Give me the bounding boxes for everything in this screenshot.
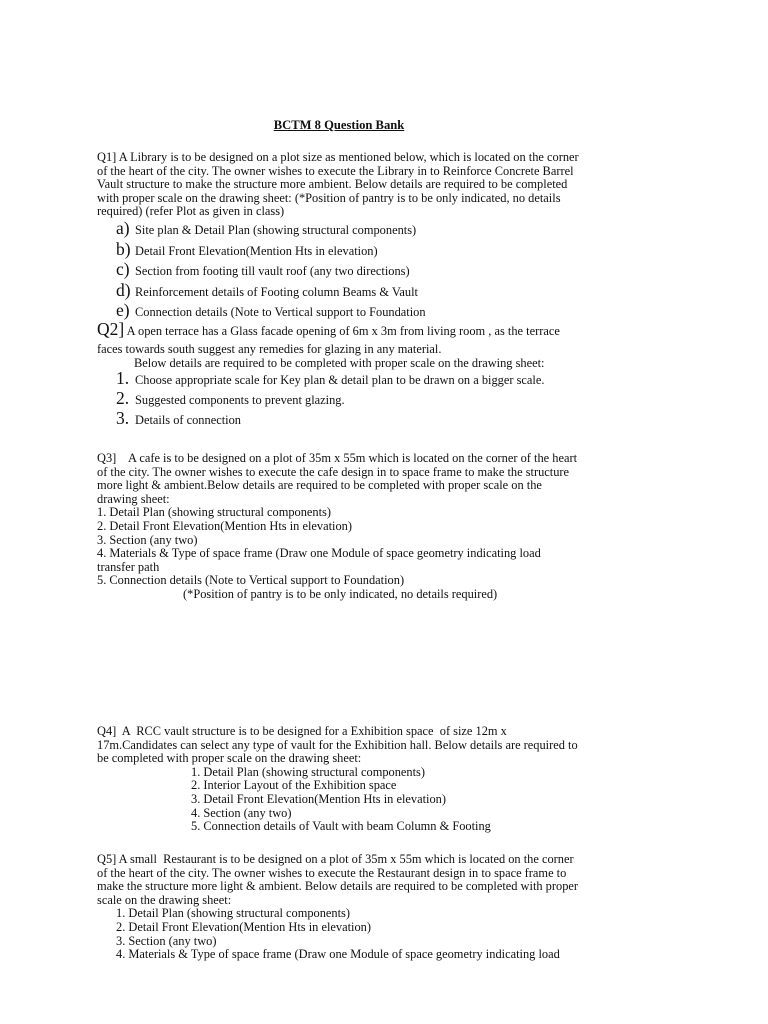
list-item: 4. Materials & Type of space frame (Draw one Module of space geometry indicating load xyxy=(116,947,560,962)
q3-line: Q3] A cafe is to be designed on a plot of 35m x 55m which is located on the corner of the heart xyxy=(97,451,578,465)
q5-line: of the heart of the city. The owner wishes to execute the Restaurant design in to space frame to xyxy=(97,865,567,880)
q3-line: 3. Section (any two) xyxy=(97,532,198,547)
q3-line: 4. Materials & Type of space frame (Draw one Module of space geometry indicating load xyxy=(97,546,541,561)
q3-line: more light & ambient.Below details are required to be completed with proper scale on the xyxy=(97,478,542,493)
q3-line: of the city. The owner wishes to execute the cafe design in to space frame to make the structure xyxy=(97,464,570,479)
question-1 xyxy=(97,151,587,219)
q2-sub-list xyxy=(116,368,606,432)
list-item: a) Site plan & Detail Plan (showing structural components) xyxy=(116,218,417,238)
q5-line: scale on the drawing sheet: xyxy=(97,892,232,907)
list-item: 2. Interior Layout of the Exhibition space xyxy=(191,778,397,793)
q1-line: with proper scale on the drawing sheet: (*Position of pantry is to be only indicated, no details xyxy=(97,190,561,205)
q3-line: 1. Detail Plan (showing structural components) xyxy=(97,505,332,520)
question-5 xyxy=(97,853,587,962)
q2-line: Q2] A open terrace has a Glass facade opening of 6m x 3m from living room , as the terrace xyxy=(97,319,560,339)
list-item: 3. Details of connection xyxy=(116,408,241,428)
q1-line: required) (refer Plot as given in class) xyxy=(97,204,285,219)
q1-line: of the heart of the city. The owner wishes to execute the Library in to Reinforce Concrete Barrel xyxy=(97,163,574,178)
list-item: e) Connection details (Note to Vertical support to Foundation xyxy=(116,300,426,320)
q3-note: (*Position of pantry is to be only indicated, no details required) xyxy=(183,586,498,601)
list-item: 1. Choose appropriate scale for Key plan & detail plan to be drawn on a bigger scale. xyxy=(116,368,545,388)
list-item: b) Detail Front Elevation(Mention Hts in elevation) xyxy=(116,238,378,259)
q1-label: Q1] xyxy=(97,150,117,164)
q5-line: Q5] A small Restaurant is to be designed on a plot of 35m x 55m which is located on the corner xyxy=(97,852,574,866)
q3-line: 5. Connection details (Note to Vertical support to Foundation) xyxy=(97,573,405,588)
list-item: 3. Detail Front Elevation(Mention Hts in elevation) xyxy=(191,791,446,806)
list-item: 4. Section (any two) xyxy=(191,805,292,820)
q4-line: 17m.Candidates can select any type of vault for the Exhibition hall. Below details are required to xyxy=(97,737,578,752)
list-item: 1. Detail Plan (showing structural components) xyxy=(116,906,351,921)
list-item: 3. Section (any two) xyxy=(116,933,217,948)
q1-line: Q1] A Library is to be designed on a plot size as mentioned below, which is located on the corner xyxy=(97,150,579,164)
q1-line: Vault structure to make the structure more ambient. Below details are required to be completed xyxy=(97,177,568,192)
q1-sub-list xyxy=(116,218,606,325)
q3-line: 2. Detail Front Elevation(Mention Hts in elevation) xyxy=(97,518,352,533)
question-2-body xyxy=(97,343,587,370)
list-item: 2. Detail Front Elevation(Mention Hts in elevation) xyxy=(116,919,371,934)
question-2 xyxy=(97,319,587,339)
list-item: 5. Connection details of Vault with beam Column & Footing xyxy=(191,819,491,834)
page-title: BCTM 8 Question Bank xyxy=(273,118,405,132)
q4-line: be completed with proper scale on the drawing sheet: xyxy=(97,751,362,766)
list-item: 2. Suggested components to prevent glazing. xyxy=(116,388,345,408)
question-4 xyxy=(97,725,587,834)
list-item: c) Section from footing till vault roof (any two directions) xyxy=(116,259,410,279)
list-item: 1. Detail Plan (showing structural components) xyxy=(191,764,426,779)
question-3 xyxy=(97,452,587,602)
q4-line: Q4] A RCC vault structure is to be designed for a Exhibition space of size 12m x xyxy=(97,724,507,738)
q2-line: Below details are required to be completed with proper scale on the drawing sheet: xyxy=(134,355,545,370)
q5-line: make the structure more light & ambient. Below details are required to be completed with proper xyxy=(97,879,579,894)
q2-line: faces towards south suggest any remedies for glazing in any material. xyxy=(97,342,442,356)
q3-line: drawing sheet: xyxy=(97,491,170,506)
list-item: d) Reinforcement details of Footing column Beams & Vault xyxy=(116,279,418,300)
q3-line: transfer path xyxy=(97,559,160,574)
q2-label: Q2] xyxy=(97,319,125,339)
